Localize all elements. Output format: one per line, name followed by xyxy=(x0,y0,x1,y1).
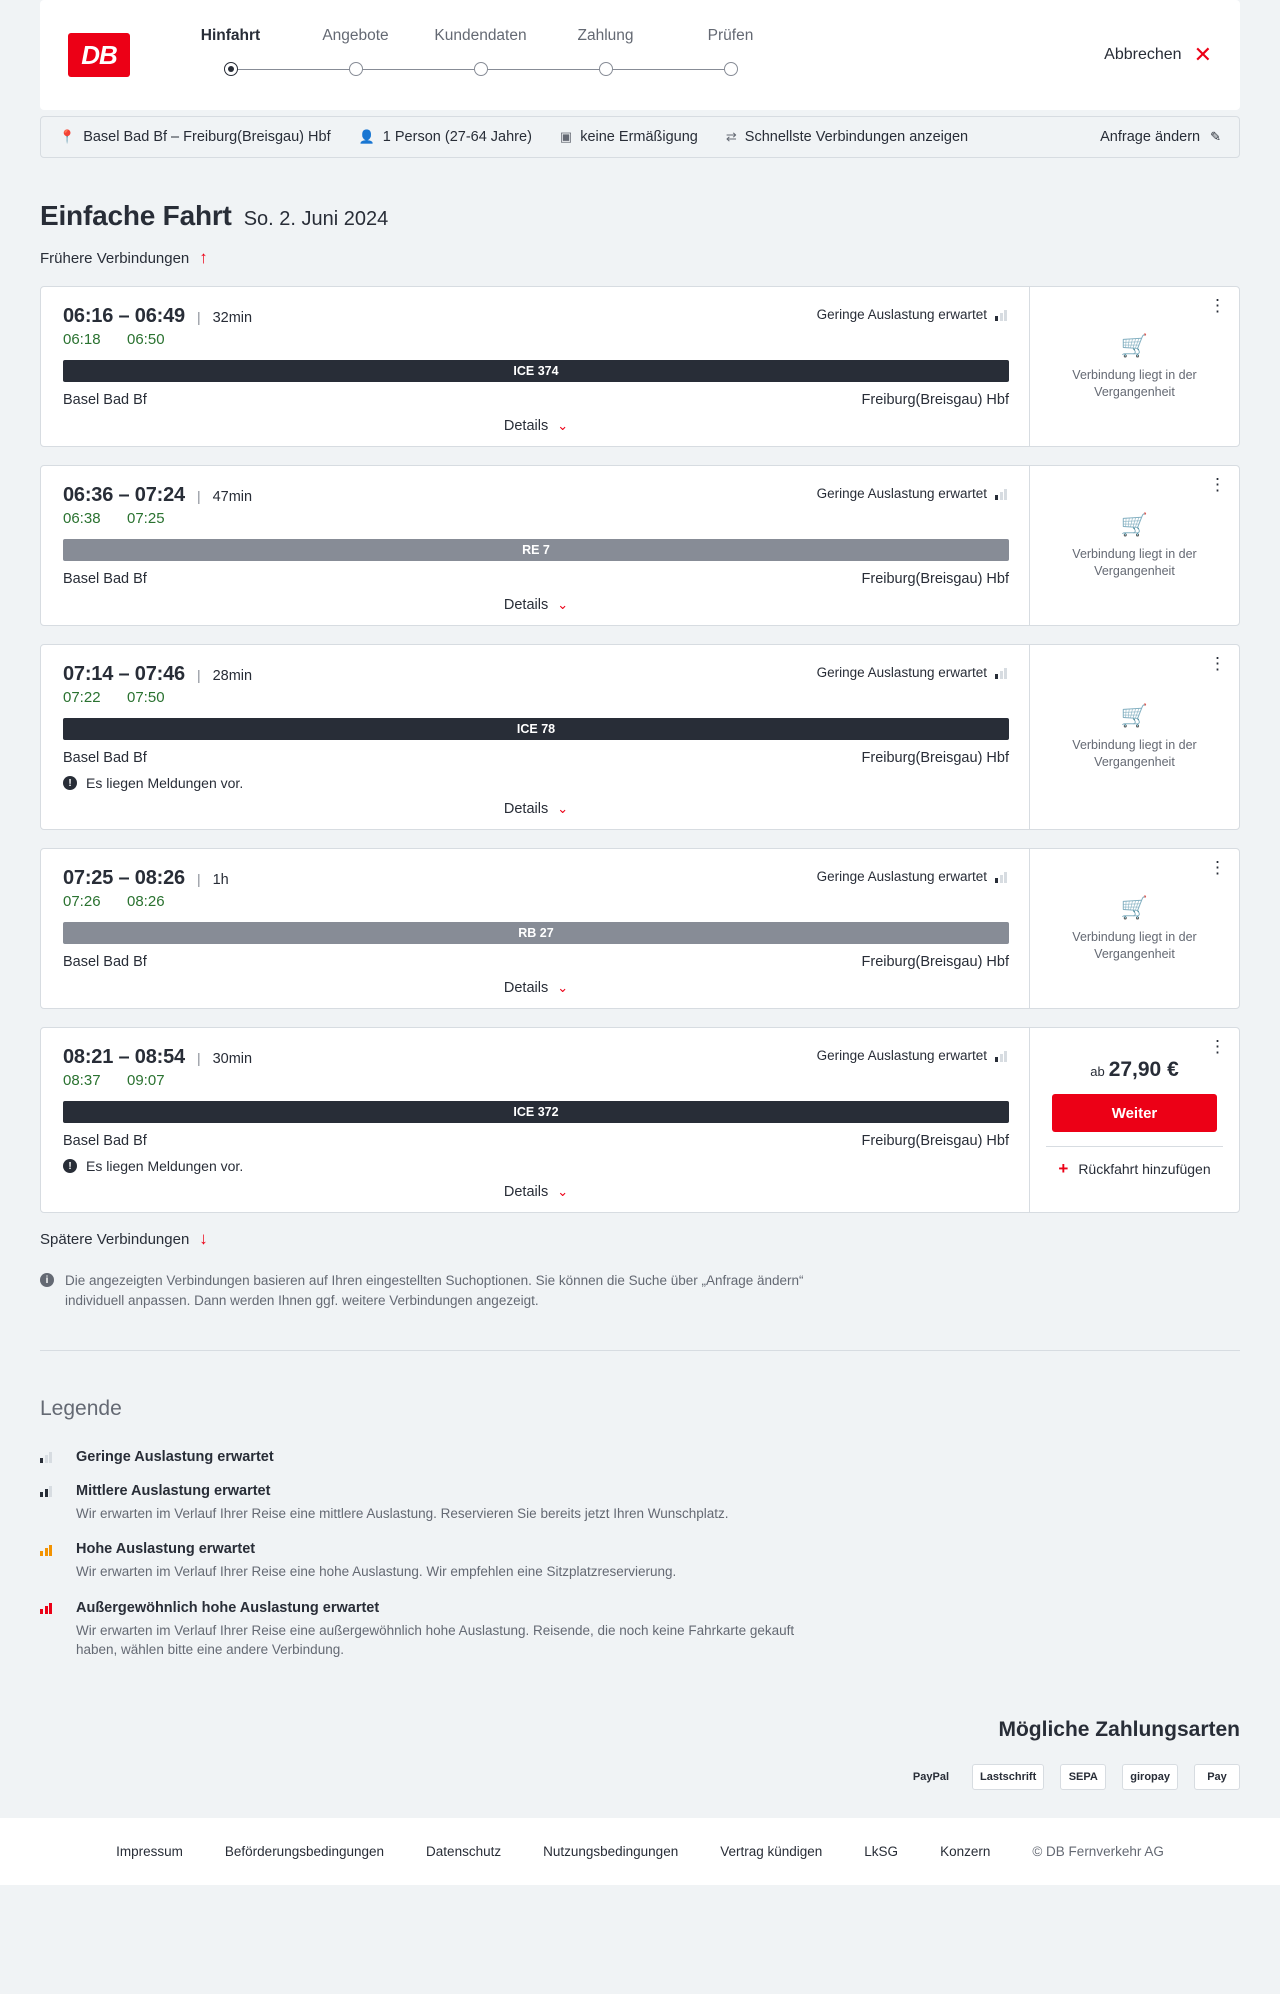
details-toggle[interactable] xyxy=(63,418,1009,434)
occupancy-bars-icon xyxy=(995,309,1007,321)
actual-times-row xyxy=(63,510,1009,527)
legend-item-head xyxy=(40,1483,1240,1499)
planned-times: 07:25 – 08:26 xyxy=(63,867,185,889)
occupancy-bars-icon xyxy=(40,1484,62,1497)
occupancy-bars-icon xyxy=(40,1601,62,1614)
summary-option-label: Schnellste Verbindungen anzeigen xyxy=(744,129,969,145)
separator: | xyxy=(196,871,201,887)
earlier-connections-button[interactable] xyxy=(40,248,208,268)
actual-times-row xyxy=(63,689,1009,706)
details-toggle[interactable] xyxy=(63,980,1009,996)
occupancy-bars-icon xyxy=(995,667,1007,679)
legend-section xyxy=(0,1351,1280,1718)
connection-details xyxy=(41,466,1029,625)
duration: 1h xyxy=(212,872,229,888)
actual-arrival: 07:50 xyxy=(127,689,165,706)
planned-times: 06:16 – 06:49 xyxy=(63,305,185,327)
more-options-icon[interactable]: ⋮ xyxy=(1209,296,1227,315)
actual-times-row xyxy=(63,331,1009,348)
legend-item-head xyxy=(40,1449,1240,1465)
arrow-down-icon: ↓ xyxy=(199,1229,208,1248)
separator: | xyxy=(196,667,201,683)
origin-station: Basel Bad Bf xyxy=(63,392,147,408)
page-footer xyxy=(0,1818,1280,1885)
train-badge: ICE 374 xyxy=(63,360,1009,382)
step-dot-icon xyxy=(599,62,613,76)
connection-card[interactable] xyxy=(40,465,1240,626)
origin-station: Basel Bad Bf xyxy=(63,750,147,766)
origin-station: Basel Bad Bf xyxy=(63,954,147,970)
actual-arrival: 06:50 xyxy=(127,331,165,348)
footer-link-vertrag-kündigen[interactable]: Vertrag kündigen xyxy=(720,1843,823,1859)
connection-details xyxy=(41,645,1029,829)
past-connection-note: Verbindung liegt in der Vergangenheit xyxy=(1072,738,1197,769)
connection-message[interactable] xyxy=(63,775,1009,791)
step-dot-icon xyxy=(224,62,238,76)
sort-arrows-icon: ⇄ xyxy=(725,129,737,144)
footer-link-beförderungsbedingungen[interactable]: Beförderungsbedingungen xyxy=(224,1843,385,1859)
details-toggle[interactable] xyxy=(63,801,1009,817)
page-title-row xyxy=(40,200,1240,232)
payment-method-paypal: PayPal xyxy=(912,1770,950,1783)
destination-station: Freiburg(Breisgau) Hbf xyxy=(861,392,1009,408)
chevron-down-icon: ⌄ xyxy=(557,980,569,995)
price-prefix: ab xyxy=(1090,1064,1105,1079)
occupancy-indicator xyxy=(817,1048,1007,1063)
step-zahlung[interactable] xyxy=(543,27,668,83)
info-icon: i xyxy=(40,1273,54,1287)
station-row xyxy=(63,954,1009,970)
connection-offer xyxy=(1029,466,1239,625)
arrow-up-icon: ↑ xyxy=(199,248,208,267)
travel-date: So. 2. Juni 2024 xyxy=(243,208,389,230)
planned-times: 08:21 – 08:54 xyxy=(63,1046,185,1068)
header-region xyxy=(0,0,1280,110)
legend-item-desc: Wir erwarten im Verlauf Ihrer Reise eine hohe Auslastung. Wir empfehlen eine Sitzplatzreservierung. xyxy=(76,1564,677,1580)
step-kundendaten[interactable] xyxy=(418,27,543,83)
step-label: Hinfahrt xyxy=(200,27,261,44)
occupancy-label: Geringe Auslastung erwartet xyxy=(816,869,987,884)
legend-item-head xyxy=(40,1600,1240,1616)
connection-card[interactable] xyxy=(40,1027,1240,1213)
main-content xyxy=(0,200,1280,1351)
legend-title: Legende xyxy=(40,1396,122,1420)
separator: | xyxy=(196,488,201,504)
occupancy-bars-icon xyxy=(40,1543,62,1556)
step-prüfen[interactable] xyxy=(668,27,793,83)
later-connections-label: Spätere Verbindungen xyxy=(40,1230,190,1248)
warning-icon: ! xyxy=(63,776,77,790)
connection-card[interactable] xyxy=(40,286,1240,447)
summary-option xyxy=(726,129,968,145)
summary-passengers xyxy=(359,129,532,145)
search-summary-region xyxy=(0,116,1280,158)
app-header xyxy=(40,0,1240,110)
train-badge: RE 7 xyxy=(63,539,1009,561)
footer-link-datenschutz[interactable]: Datenschutz xyxy=(426,1843,502,1859)
past-connection-note: Verbindung liegt in der Vergangenheit xyxy=(1072,367,1197,399)
person-icon: 👤 xyxy=(358,129,375,144)
cancel-button[interactable] xyxy=(1104,44,1212,66)
connection-list xyxy=(40,286,1240,1213)
occupancy-bars-icon xyxy=(995,871,1007,883)
station-row xyxy=(63,392,1009,408)
payment-methods-title: Mögliche Zahlungsarten xyxy=(998,1717,1240,1741)
legend-item-label: Hohe Auslastung erwartet xyxy=(76,1541,256,1558)
add-return-trip-label: Rückfahrt hinzufügen xyxy=(1078,1161,1211,1177)
origin-station: Basel Bad Bf xyxy=(63,1133,147,1149)
connection-offer xyxy=(1029,287,1239,446)
search-hint xyxy=(40,1271,830,1312)
more-options-icon[interactable]: ⋮ xyxy=(1209,475,1227,494)
destination-station: Freiburg(Breisgau) Hbf xyxy=(861,750,1009,766)
actual-times-row xyxy=(63,893,1009,910)
occupancy-bars-icon xyxy=(995,1050,1007,1062)
step-label: Prüfen xyxy=(707,27,754,44)
planned-times: 07:14 – 07:46 xyxy=(63,663,185,685)
chevron-down-icon: ⌄ xyxy=(557,597,569,612)
train-badge: ICE 372 xyxy=(63,1101,1009,1123)
step-indicator xyxy=(293,57,418,83)
step-indicator xyxy=(418,57,543,83)
actual-departure: 06:18 xyxy=(63,331,101,348)
details-label: Details xyxy=(503,801,549,817)
legend-item xyxy=(40,1600,1240,1660)
footer-link-konzern[interactable]: Konzern xyxy=(940,1843,991,1859)
separator: | xyxy=(196,309,201,325)
chevron-down-icon: ⌄ xyxy=(557,418,569,433)
separator: | xyxy=(196,1050,201,1066)
footer-links xyxy=(40,1844,1240,1859)
details-label: Details xyxy=(503,418,549,434)
db-logo[interactable]: DB xyxy=(68,33,130,77)
legend-item xyxy=(40,1541,1240,1582)
step-angebote[interactable] xyxy=(293,27,418,83)
search-hint-text: Die angezeigten Verbindungen basieren auf Ihren eingestellten Suchoptionen. Sie können die Suche über „Anfrage ändern“ individuell anpassen. Dann werden Ihnen ggf. weitere Verbindungen angezeigt. xyxy=(65,1273,804,1309)
actual-arrival: 08:26 xyxy=(127,893,165,910)
connection-message[interactable] xyxy=(63,1158,1009,1174)
duration: 28min xyxy=(212,668,253,684)
step-label: Angebote xyxy=(322,27,389,44)
summary-route-label: Basel Bad Bf – Freiburg(Breisgau) Hbf xyxy=(83,129,331,145)
summary-discount-label: keine Ermäßigung xyxy=(580,129,698,145)
step-indicator xyxy=(168,57,293,83)
legend-item-label: Geringe Auslastung erwartet xyxy=(76,1448,274,1465)
occupancy-label: Geringe Auslastung erwartet xyxy=(816,486,987,501)
details-label: Details xyxy=(503,597,549,613)
legend-item xyxy=(40,1449,1240,1465)
destination-station: Freiburg(Breisgau) Hbf xyxy=(861,571,1009,587)
details-label: Details xyxy=(503,1184,549,1200)
destination-station: Freiburg(Breisgau) Hbf xyxy=(861,954,1009,970)
step-indicator xyxy=(543,57,668,83)
earlier-connections-label: Frühere Verbindungen xyxy=(40,249,190,267)
step-hinfahrt[interactable] xyxy=(168,27,293,83)
card-icon: ▣ xyxy=(559,129,573,144)
cart-icon: 🛒 xyxy=(1120,332,1149,358)
summary-passengers-label: 1 Person (27-64 Jahre) xyxy=(382,129,532,145)
past-connection-note: Verbindung liegt in der Vergangenheit xyxy=(1072,929,1197,961)
actual-departure: 07:26 xyxy=(63,893,101,910)
actual-departure: 06:38 xyxy=(63,510,101,527)
legend-item-label: Mittlere Auslastung erwartet xyxy=(76,1482,271,1499)
occupancy-indicator xyxy=(817,869,1007,884)
search-summary-bar xyxy=(40,116,1240,158)
add-return-trip-button[interactable] xyxy=(1046,1146,1223,1179)
edit-search-button[interactable] xyxy=(1100,129,1221,145)
step-dot-icon xyxy=(349,62,363,76)
summary-discount xyxy=(560,129,698,145)
connection-offer xyxy=(1029,645,1239,829)
cancel-label: Abbrechen xyxy=(1104,46,1182,63)
actual-departure: 07:22 xyxy=(63,689,101,706)
connection-card[interactable] xyxy=(40,848,1240,1009)
pencil-icon[interactable]: ✎ xyxy=(1210,129,1221,144)
step-indicator xyxy=(668,57,793,83)
footer-link-lksg[interactable]: LkSG xyxy=(864,1843,899,1859)
more-options-icon[interactable]: ⋮ xyxy=(1209,1037,1227,1056)
past-connection-note: Verbindung liegt in der Vergangenheit xyxy=(1072,546,1197,578)
station-row xyxy=(63,750,1009,766)
cart-icon: 🛒 xyxy=(1120,511,1149,537)
later-connections-button[interactable] xyxy=(40,1229,208,1249)
duration: 47min xyxy=(212,489,253,505)
occupancy-label: Geringe Auslastung erwartet xyxy=(816,307,987,322)
price-value: 27,90 € xyxy=(1108,1058,1179,1081)
connection-message-label: Es liegen Meldungen vor. xyxy=(86,1158,244,1174)
legend-list xyxy=(40,1449,1240,1660)
payment-method-lastschrift: Lastschrift xyxy=(972,1764,1044,1790)
plus-icon: + xyxy=(1058,1159,1069,1178)
planned-times: 06:36 – 07:24 xyxy=(63,484,185,506)
legend-item xyxy=(40,1483,1240,1524)
checkout-stepper xyxy=(168,27,793,83)
connection-offer xyxy=(1029,849,1239,1008)
details-toggle[interactable] xyxy=(63,1184,1009,1200)
destination-station: Freiburg(Breisgau) Hbf xyxy=(861,1133,1009,1149)
origin-station: Basel Bad Bf xyxy=(63,571,147,587)
cart-icon: 🛒 xyxy=(1120,894,1149,920)
connection-card[interactable] xyxy=(40,644,1240,830)
train-badge: RB 27 xyxy=(63,922,1009,944)
occupancy-indicator xyxy=(817,665,1007,680)
legend-item-label: Außergewöhnlich hohe Auslastung erwartet xyxy=(76,1599,380,1616)
location-pin-icon: 📍 xyxy=(59,129,76,144)
copyright: © DB Fernverkehr AG xyxy=(1032,1843,1164,1859)
step-dot-icon xyxy=(474,62,488,76)
duration: 30min xyxy=(212,1051,253,1067)
connection-details xyxy=(41,1028,1029,1212)
payment-method-sepa: SEPA xyxy=(1060,1764,1106,1790)
occupancy-label: Geringe Auslastung erwartet xyxy=(816,665,987,680)
occupancy-bars-icon xyxy=(40,1450,62,1463)
details-label: Details xyxy=(503,980,549,996)
summary-route xyxy=(59,129,331,145)
step-label: Zahlung xyxy=(577,27,634,44)
price xyxy=(1090,1058,1179,1082)
step-dot-icon xyxy=(724,62,738,76)
payment-method-giropay: giropay xyxy=(1122,1764,1178,1790)
step-label: Kundendaten xyxy=(434,27,527,44)
payment-method-pay: Pay xyxy=(1194,1764,1240,1790)
actual-arrival: 07:25 xyxy=(127,510,165,527)
station-row xyxy=(63,571,1009,587)
details-toggle[interactable] xyxy=(63,597,1009,613)
edit-search-label: Anfrage ändern xyxy=(1100,129,1201,145)
actual-times-row xyxy=(63,1072,1009,1089)
payment-methods-section xyxy=(0,1718,1280,1818)
train-badge: ICE 78 xyxy=(63,718,1009,740)
legend-item-desc: Wir erwarten im Verlauf Ihrer Reise eine mittlere Auslastung. Reservieren Sie bereits jetzt Ihren Wunschplatz. xyxy=(76,1505,729,1521)
page-title: Einfache Fahrt xyxy=(40,200,232,231)
actual-arrival: 09:07 xyxy=(127,1072,165,1089)
station-row xyxy=(63,1133,1009,1149)
occupancy-indicator xyxy=(817,486,1007,501)
chevron-down-icon: ⌄ xyxy=(557,1184,569,1199)
continue-button[interactable]: Weiter xyxy=(1052,1094,1217,1132)
connection-details xyxy=(41,849,1029,1008)
warning-icon: ! xyxy=(63,1159,77,1173)
occupancy-bars-icon xyxy=(995,488,1007,500)
legend-item-desc: Wir erwarten im Verlauf Ihrer Reise eine außergewöhnlich hohe Auslastung. Reisende, die noch keine Fahrkarte gekauft haben, wählen bitte eine andere Verbindung. xyxy=(76,1622,795,1658)
cart-icon: 🛒 xyxy=(1120,703,1149,729)
chevron-down-icon: ⌄ xyxy=(557,801,569,816)
close-icon[interactable]: ✕ xyxy=(1193,42,1212,67)
occupancy-indicator xyxy=(817,307,1007,322)
connection-details xyxy=(41,287,1029,446)
payment-methods-list xyxy=(40,1764,1240,1790)
connection-message-label: Es liegen Meldungen vor. xyxy=(86,775,244,791)
connection-offer xyxy=(1029,1028,1239,1212)
occupancy-label: Geringe Auslastung erwartet xyxy=(816,1048,987,1063)
footer-link-impressum[interactable]: Impressum xyxy=(116,1843,183,1859)
more-options-icon[interactable]: ⋮ xyxy=(1209,858,1227,877)
legend-item-head xyxy=(40,1541,1240,1557)
more-options-icon[interactable]: ⋮ xyxy=(1209,654,1227,673)
footer-link-nutzungsbedingungen[interactable]: Nutzungsbedingungen xyxy=(543,1843,679,1859)
actual-departure: 08:37 xyxy=(63,1072,101,1089)
duration: 32min xyxy=(212,310,253,326)
